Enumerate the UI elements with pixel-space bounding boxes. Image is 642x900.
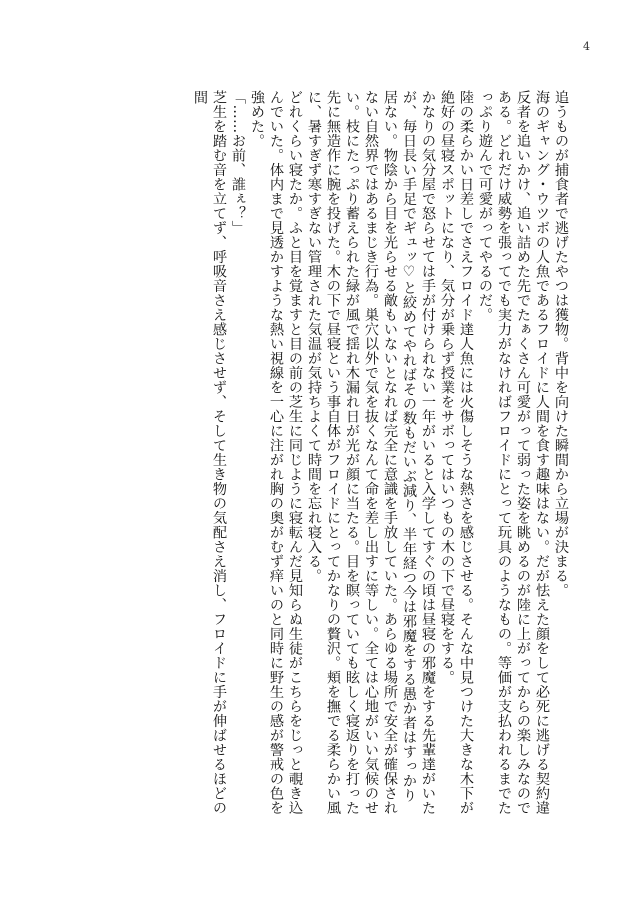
page-number: 4 bbox=[583, 40, 590, 53]
paragraph: どれくらい寝たか。ふと目を覚ますと目の前の芝生に同じように寝転んだ見知らぬ生徒がこちらをじっと覗き込んでいた。体内まで見透かすような熱い視線を一心に注がれ胸の奥がむず痒いのと同時に野生の感が警戒の色を強めた。 bbox=[249, 90, 303, 815]
paragraph: かなりの気分屋で怒らせては手が付けられない一年がいると入学してすぐの頃は昼寝の邪魔をする先輩達がいたが、毎日長い手足でギュッ♡と絞めてやればその数もだいぶ減り、半年経つ今は邪魔をする愚か者はすっかり居ない。物陰から目を光らせる敵もいないとなれば完全に意識を手放していた。あらゆる場所で安全が確保されない自然界ではあるまじき行為。巣穴以外で気を抜くなんて命を差し出すに等しい。全ては心地がいい気候のせい。枝にたっぷり蓄えられた緑が風で揺れ木漏れ日が光が顔に当たる。目を瞑っていても眩しく寝返りを打った先に無造作に腕を投げた。木の下で昼寝という事自体がフロイドにとってかなりの贅沢。頬を撫でる柔らかい風に、暑すぎず寒すぎない管理された気温が気持ちよくて時間を忘れ寝入る。 bbox=[306, 90, 436, 815]
vertical-text-block bbox=[95, 90, 570, 815]
paragraph: 芝生を踏む音を立てず、呼吸音さえ感じさせず、そして生き物の気配さえ消し、フロイドに手が伸ばせるほどの間 bbox=[192, 90, 227, 815]
dialogue-line: 「……お前、誰ぇ？」 bbox=[230, 90, 246, 235]
paragraph: 海のギャング・ウツボの人魚であるフロイドに人間を食す趣味はない。だが怯えた顔をして必死に逃げる契約違反者を追いかけ、追い詰めた先でたぁくさん可愛がって弱った姿を眺めるのが陸に上がってからの楽しみなのである。どれだけ威勢を張ってでも実力がなければフロイドにとって玩具のようなもの。等価が支払われるまでたっぷり遊んで可愛がってやるのだ。 bbox=[477, 90, 550, 815]
paragraph: 追うものが捕食者で逃げたやつは獲物。背中を向けた瞬間から立場が決まる。 bbox=[553, 90, 569, 598]
paragraph: 陸の柔らかい日差しでさえフロイド達人魚には火傷しそうな熱さを感じさせる。そんな中見つけた大きな木下が絶好の昼寝スポットになり、気分が乗らず授業をサボってはいつもの木の下で昼寝をする。 bbox=[439, 90, 474, 815]
